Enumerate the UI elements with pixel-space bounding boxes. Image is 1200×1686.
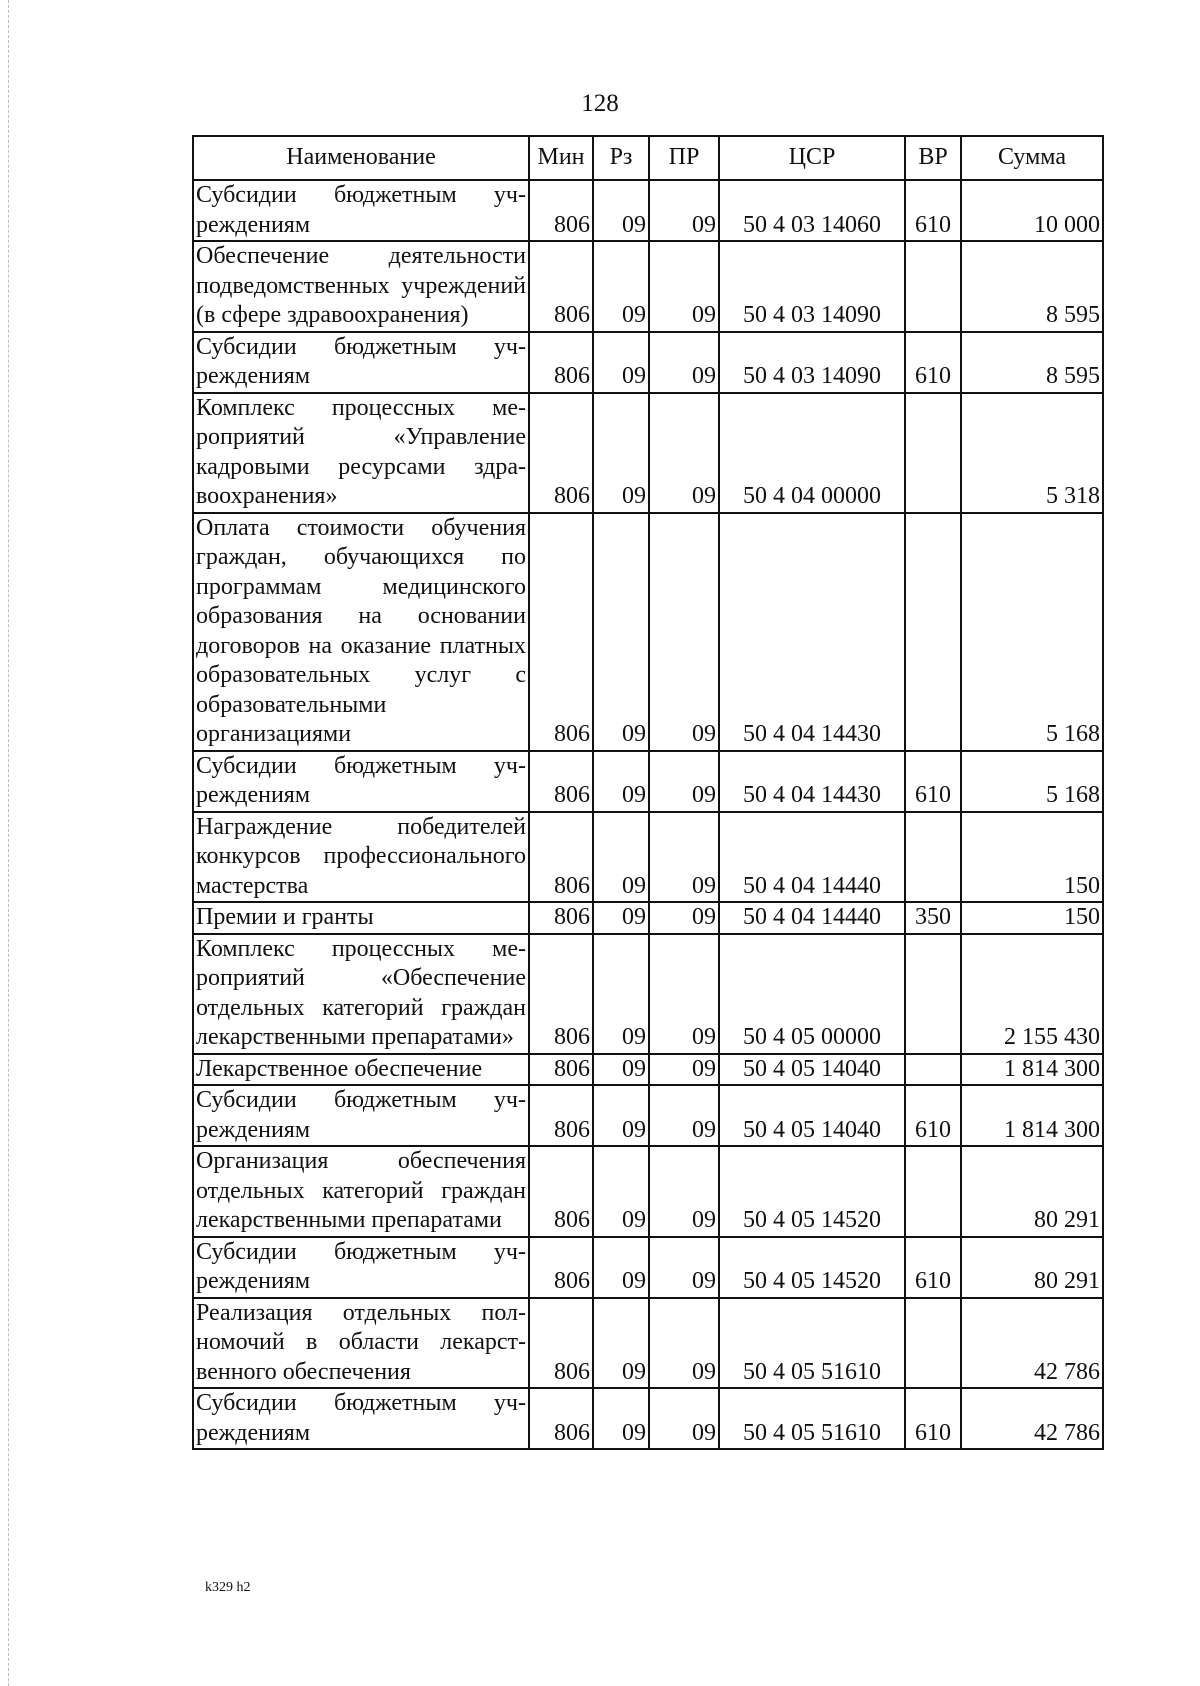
cell-csr: 50 4 04 00000: [719, 393, 905, 513]
table-row: [193, 513, 1103, 751]
cell-name: Реализация отдельных полномочий в области лекарственного обеспечения: [193, 1298, 529, 1389]
cell-name: Субсидии бюджетным учреждениям: [193, 751, 529, 812]
cell-sum: 42 786: [961, 1388, 1103, 1449]
cell-min: 806: [529, 332, 593, 393]
cell-min: 806: [529, 393, 593, 513]
cell-pr: 09: [649, 332, 719, 393]
cell-vr: [905, 934, 961, 1054]
cell-name: Субсидии бюджетным учреждениям: [193, 1388, 529, 1449]
cell-name: Премии и гранты: [193, 902, 529, 934]
cell-name: Оплата стоимости обучения граждан, обучающихся по программам медицинского образования на основании договоров на оказание платных образовательных услуг с образовательными организациями: [193, 513, 529, 751]
cell-vr: 350: [905, 902, 961, 934]
cell-pr: 09: [649, 812, 719, 903]
cell-min: 806: [529, 241, 593, 332]
cell-min: 806: [529, 934, 593, 1054]
table-row: [193, 241, 1103, 332]
table-row: [193, 1054, 1103, 1086]
cell-min: 806: [529, 180, 593, 241]
cell-csr: 50 4 05 14520: [719, 1146, 905, 1237]
cell-pr: 09: [649, 902, 719, 934]
cell-pr: 09: [649, 934, 719, 1054]
table-row: [193, 934, 1103, 1054]
table-row: [193, 180, 1103, 241]
cell-sum: 10 000: [961, 180, 1103, 241]
cell-sum: 80 291: [961, 1237, 1103, 1298]
cell-name: Комплекс процессных мероприятий «Обеспечение отдельных категорий граждан лекарственными препаратами»: [193, 934, 529, 1054]
cell-pr: 09: [649, 393, 719, 513]
cell-sum: 1 814 300: [961, 1085, 1103, 1146]
table-row: [193, 1146, 1103, 1237]
cell-rz: 09: [593, 180, 649, 241]
cell-pr: 09: [649, 1388, 719, 1449]
cell-rz: 09: [593, 1146, 649, 1237]
cell-csr: 50 4 04 14440: [719, 902, 905, 934]
cell-csr: 50 4 05 51610: [719, 1388, 905, 1449]
table-row: [193, 1237, 1103, 1298]
cell-name: Субсидии бюджетным учреждениям: [193, 332, 529, 393]
cell-name: Награждение победителей конкурсов профессионального мастерства: [193, 812, 529, 903]
cell-rz: 09: [593, 1054, 649, 1086]
cell-sum: 5 318: [961, 393, 1103, 513]
cell-csr: 50 4 05 51610: [719, 1298, 905, 1389]
cell-min: 806: [529, 902, 593, 934]
cell-vr: 610: [905, 1237, 961, 1298]
cell-sum: 1 814 300: [961, 1054, 1103, 1086]
cell-csr: 50 4 04 14440: [719, 812, 905, 903]
cell-rz: 09: [593, 393, 649, 513]
cell-pr: 09: [649, 1146, 719, 1237]
table-row: [193, 1085, 1103, 1146]
cell-name: Лекарственное обеспечение: [193, 1054, 529, 1086]
cell-name: Комплекс процессных мероприятий «Управление кадровыми ресурсами здравоохранения»: [193, 393, 529, 513]
table-row: [193, 332, 1103, 393]
cell-vr: [905, 1298, 961, 1389]
cell-pr: 09: [649, 241, 719, 332]
cell-vr: [905, 812, 961, 903]
budget-table: [192, 135, 1104, 1450]
table-row: [193, 902, 1103, 934]
cell-csr: 50 4 05 14520: [719, 1237, 905, 1298]
cell-vr: 610: [905, 1085, 961, 1146]
cell-vr: 610: [905, 751, 961, 812]
cell-rz: 09: [593, 902, 649, 934]
cell-vr: [905, 1146, 961, 1237]
cell-sum: 42 786: [961, 1298, 1103, 1389]
cell-sum: 150: [961, 902, 1103, 934]
cell-vr: [905, 241, 961, 332]
cell-pr: 09: [649, 180, 719, 241]
cell-rz: 09: [593, 1298, 649, 1389]
cell-name: Субсидии бюджетным учреждениям: [193, 1237, 529, 1298]
cell-sum: 8 595: [961, 332, 1103, 393]
cell-pr: 09: [649, 513, 719, 751]
table-row: [193, 1298, 1103, 1389]
cell-vr: [905, 1054, 961, 1086]
cell-rz: 09: [593, 513, 649, 751]
header-min: Мин: [529, 136, 593, 180]
cell-pr: 09: [649, 1054, 719, 1086]
header-rz: Рз: [593, 136, 649, 180]
table-row: [193, 1388, 1103, 1449]
cell-min: 806: [529, 1085, 593, 1146]
cell-min: 806: [529, 751, 593, 812]
cell-csr: 50 4 03 14090: [719, 332, 905, 393]
header-vr: ВР: [905, 136, 961, 180]
cell-pr: 09: [649, 1085, 719, 1146]
cell-min: 806: [529, 1054, 593, 1086]
cell-vr: 610: [905, 1388, 961, 1449]
cell-sum: 5 168: [961, 513, 1103, 751]
cell-csr: 50 4 03 14060: [719, 180, 905, 241]
cell-min: 806: [529, 513, 593, 751]
cell-min: 806: [529, 1298, 593, 1389]
cell-rz: 09: [593, 934, 649, 1054]
cell-vr: 610: [905, 332, 961, 393]
page-number: 128: [581, 90, 619, 117]
table-row: [193, 751, 1103, 812]
cell-sum: 8 595: [961, 241, 1103, 332]
table-row: [193, 812, 1103, 903]
cell-sum: 5 168: [961, 751, 1103, 812]
cell-min: 806: [529, 812, 593, 903]
cell-csr: 50 4 04 14430: [719, 751, 905, 812]
cell-name: Субсидии бюджетным учреждениям: [193, 180, 529, 241]
cell-min: 806: [529, 1388, 593, 1449]
header-pr: ПР: [649, 136, 719, 180]
cell-vr: 610: [905, 180, 961, 241]
cell-vr: [905, 513, 961, 751]
header-sum: Сумма: [961, 136, 1103, 180]
cell-csr: 50 4 04 14430: [719, 513, 905, 751]
cell-min: 806: [529, 1146, 593, 1237]
cell-rz: 09: [593, 751, 649, 812]
cell-vr: [905, 393, 961, 513]
cell-csr: 50 4 05 14040: [719, 1085, 905, 1146]
cell-rz: 09: [593, 241, 649, 332]
cell-sum: 150: [961, 812, 1103, 903]
cell-csr: 50 4 03 14090: [719, 241, 905, 332]
cell-pr: 09: [649, 1237, 719, 1298]
cell-sum: 80 291: [961, 1146, 1103, 1237]
cell-pr: 09: [649, 751, 719, 812]
cell-name: Организация обеспечения отдельных категорий граждан лекарственными препаратами: [193, 1146, 529, 1237]
cell-min: 806: [529, 1237, 593, 1298]
scan-margin-line: [8, 0, 9, 1686]
cell-csr: 50 4 05 14040: [719, 1054, 905, 1086]
cell-rz: 09: [593, 1388, 649, 1449]
header-csr: ЦСР: [719, 136, 905, 180]
cell-csr: 50 4 05 00000: [719, 934, 905, 1054]
cell-name: Обеспечение деятельности подведомственных учреждений (в сфере здравоохранения): [193, 241, 529, 332]
cell-pr: 09: [649, 1298, 719, 1389]
header-name: Наименование: [193, 136, 529, 180]
table-header-row: [193, 136, 1103, 180]
cell-name: Субсидии бюджетным учреждениям: [193, 1085, 529, 1146]
table-row: [193, 393, 1103, 513]
document-footer-code: k329 h2: [205, 1580, 251, 1595]
cell-rz: 09: [593, 1237, 649, 1298]
cell-rz: 09: [593, 812, 649, 903]
cell-sum: 2 155 430: [961, 934, 1103, 1054]
cell-rz: 09: [593, 1085, 649, 1146]
cell-rz: 09: [593, 332, 649, 393]
